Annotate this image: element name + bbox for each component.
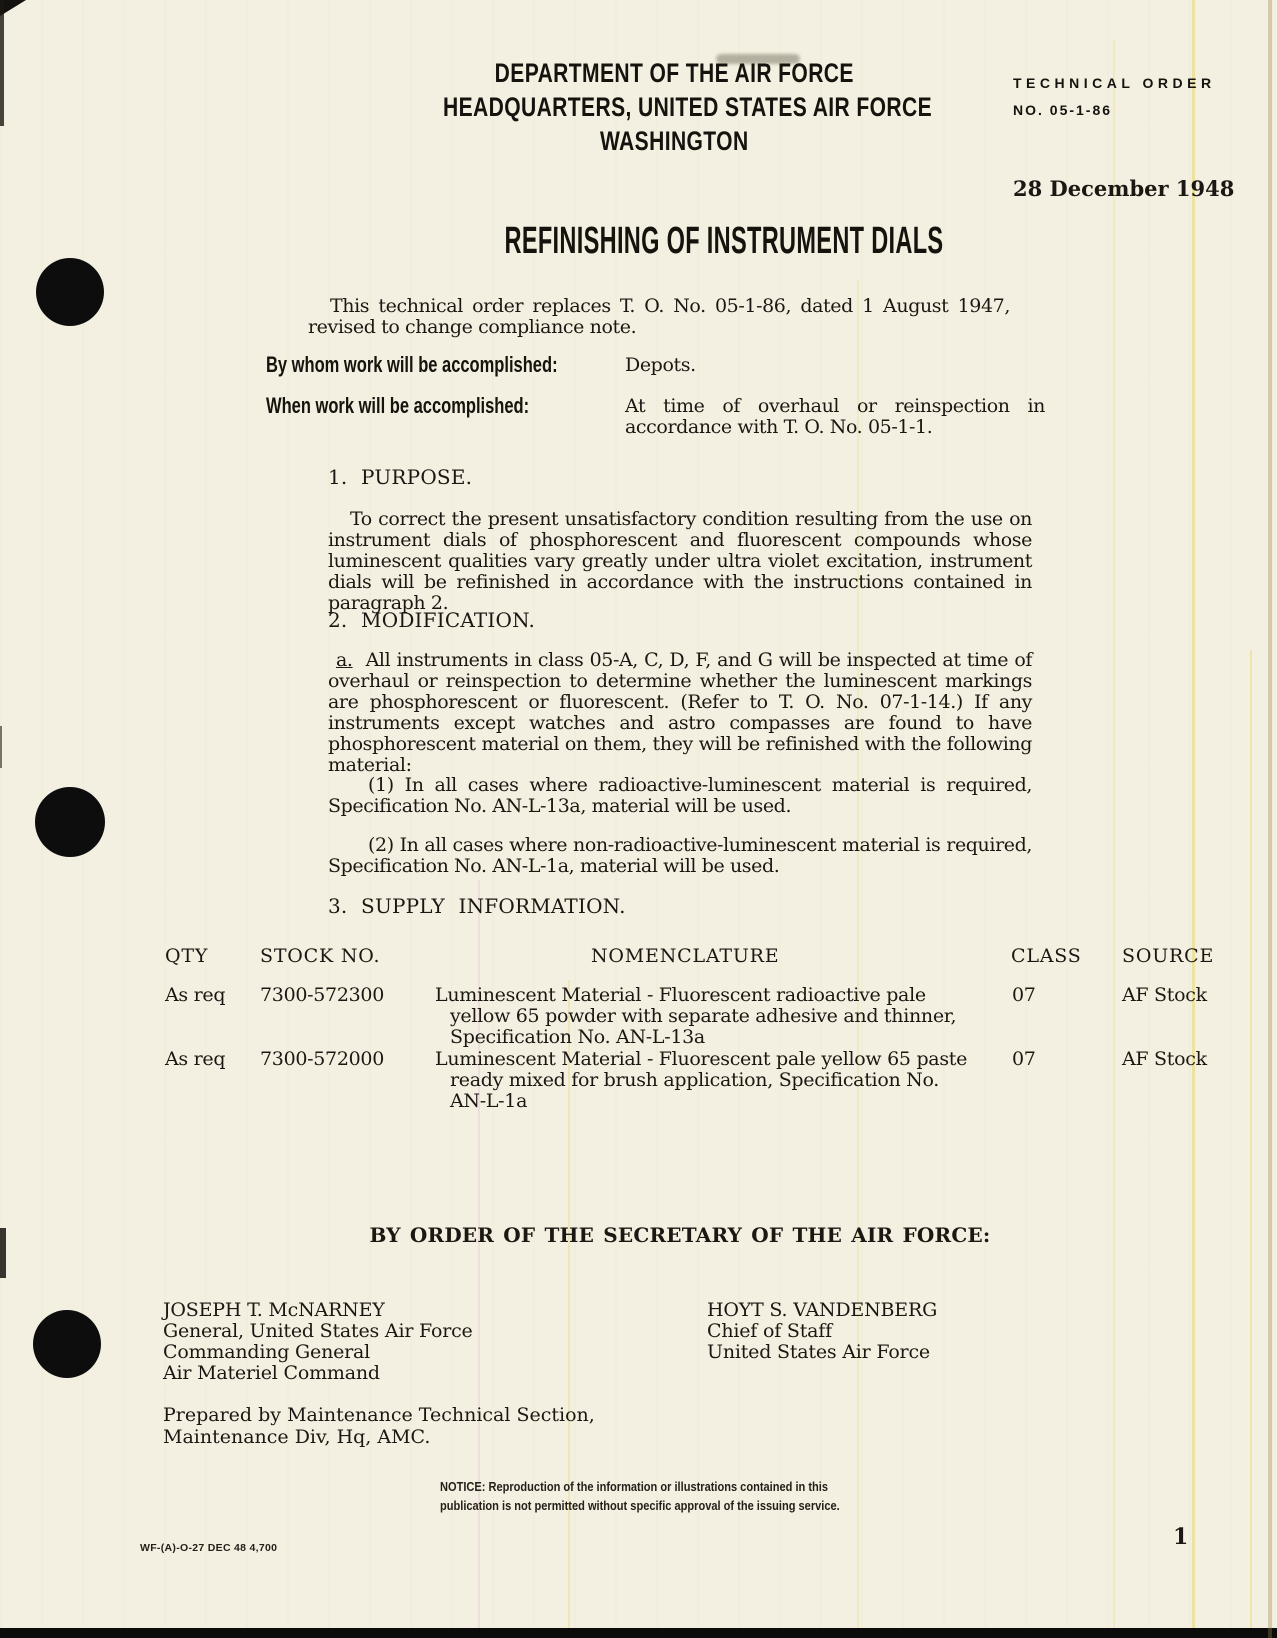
print-code: WF-(A)-O-27 DEC 48 4,700 bbox=[140, 1542, 278, 1554]
col-header-qty: QTY bbox=[165, 945, 209, 967]
row-nomenclature: Luminescent Material - Fluorescent radioactive pale yellow 65 powder with separate adhesive and thinner, Specification No. AN-L-13a bbox=[435, 984, 957, 1048]
intro-paragraph: This technical order replaces T. O. No. 05-1-86, dated 1 August 1947, revised to change compliance note. bbox=[308, 295, 1010, 338]
scan-edge-mark bbox=[0, 726, 2, 768]
scan-edge-mark bbox=[0, 0, 4, 126]
letterhead-line-3 bbox=[374, 124, 974, 158]
signer-title: Chief of Staff bbox=[707, 1320, 832, 1342]
row-nomenclature: Luminescent Material - Fluorescent pale yellow 65 paste ready mixed for brush application, Specification No. AN-L-1a bbox=[435, 1048, 968, 1112]
paper-edge-shadow bbox=[1268, 0, 1272, 1638]
signer-title: Commanding General bbox=[163, 1341, 371, 1363]
punch-hole bbox=[36, 258, 104, 326]
page-number: 1 bbox=[1173, 1524, 1189, 1550]
row-qty: As req bbox=[165, 984, 226, 1006]
row-class: 07 bbox=[1012, 984, 1036, 1006]
section-2-heading: 2. MODIFICATION. bbox=[328, 608, 536, 632]
scan-bottom-strip bbox=[0, 1628, 1277, 1638]
letterhead-line-1-text: DEPARTMENT OF THE AIR FORCE bbox=[494, 58, 854, 88]
paper-streak bbox=[857, 280, 859, 1628]
section-2-paragraph-a bbox=[328, 650, 1032, 776]
paper-streak bbox=[1192, 0, 1195, 1628]
prepared-by-block bbox=[163, 1404, 595, 1448]
signer-name: HOYT S. VANDENBERG bbox=[707, 1299, 938, 1321]
punch-hole bbox=[33, 1310, 101, 1378]
section-1-paragraph: To correct the present unsatisfactory condition resulting from the use on instrument dials of phosphorescent and fluorescent compounds whose luminescent qualities vary greatly under ultra violet excitation, instrument dials will be refinished in accordance with the instructions contained in paragraph 2. bbox=[328, 508, 1032, 614]
letterhead bbox=[374, 56, 974, 158]
col-header-nomenclature: NOMENCLATURE bbox=[591, 945, 780, 967]
section-2-item-1: (1) In all cases where radioactive-luminescent material is required, Specification No. AN-L-13a, material will be used. bbox=[328, 774, 1032, 817]
by-order-line: BY ORDER OF THE SECRETARY OF THE AIR FORCE: bbox=[369, 1223, 991, 1247]
notice-block bbox=[440, 1476, 910, 1514]
paragraph-a-text: All instruments in class 05-A, C, D, F, and G will be inspected at time of overhaul or reinspection to determine whether the luminescent markings are phosphorescent or fluorescent. (Refer to T. O. No. 07-1-14.) If any instruments except watches and astro compasses are found to have phosphorescent material on them, they will be refinished with the following material: bbox=[328, 649, 1032, 776]
letterhead-line-3-text: WASHINGTON bbox=[599, 126, 749, 156]
row-source: AF Stock bbox=[1122, 984, 1207, 1006]
technical-order-block bbox=[1013, 70, 1216, 124]
paper-streak bbox=[1250, 650, 1252, 1628]
col-header-class: CLASS bbox=[1011, 945, 1082, 967]
col-header-source: SOURCE bbox=[1122, 945, 1215, 967]
signer-title: Air Materiel Command bbox=[163, 1362, 380, 1384]
section-1-heading: 1. PURPOSE. bbox=[328, 465, 473, 489]
row-source: AF Stock bbox=[1122, 1048, 1207, 1070]
row-stock-no: 7300-572000 bbox=[260, 1048, 385, 1070]
by-whom-value: Depots. bbox=[625, 354, 696, 376]
signer-title: General, United States Air Force bbox=[163, 1320, 473, 1342]
row-qty: As req bbox=[165, 1048, 226, 1070]
signature-block-left bbox=[163, 1300, 473, 1384]
row-stock-no: 7300-572300 bbox=[260, 984, 385, 1006]
notice-line: publication is not permitted without specific approval of the issuing service. bbox=[440, 1498, 840, 1513]
punch-hole bbox=[35, 787, 105, 857]
prepared-by-line: Maintenance Div, Hq, AMC. bbox=[163, 1426, 431, 1448]
paragraph-a-label: a. bbox=[336, 649, 353, 671]
document-title: REFINISHING OF INSTRUMENT DIALS bbox=[504, 220, 944, 262]
technical-order-number: NO. 05-1-86 bbox=[1013, 102, 1113, 118]
document-title-wrap bbox=[370, 221, 980, 261]
section-3-heading: 3. SUPPLY INFORMATION. bbox=[328, 894, 626, 918]
paper-streak bbox=[1113, 40, 1115, 1628]
scan-edge-mark bbox=[0, 1228, 6, 1278]
by-order-wrap bbox=[328, 1223, 1032, 1247]
letterhead-line-2 bbox=[374, 90, 974, 124]
signature-block-right bbox=[707, 1300, 937, 1363]
notice-line: NOTICE: Reproduction of the information or illustrations contained in this bbox=[440, 1479, 828, 1494]
when-value: At time of overhaul or reinspection in accordance with T. O. No. 05-1-1. bbox=[625, 395, 1045, 438]
signer-title: United States Air Force bbox=[707, 1341, 930, 1363]
by-whom-label: By whom work will be accomplished: bbox=[266, 352, 558, 377]
signer-name: JOSEPH T. McNARNEY bbox=[163, 1299, 385, 1321]
col-header-stock-no: STOCK NO. bbox=[260, 945, 381, 967]
document-date: 28 December 1948 bbox=[1013, 176, 1235, 201]
when-label: When work will be accomplished: bbox=[266, 393, 530, 418]
letterhead-line-2-text: HEADQUARTERS, UNITED STATES AIR FORCE bbox=[442, 92, 933, 122]
section-2-item-2: (2) In all cases where non-radioactive-luminescent material is required, Specification No. AN-L-1a, material will be used. bbox=[328, 834, 1032, 877]
prepared-by-line: Prepared by Maintenance Technical Section, bbox=[163, 1404, 595, 1426]
letterhead-line-1 bbox=[374, 56, 974, 90]
by-whom-label-wrap bbox=[266, 353, 655, 377]
technical-order-label: TECHNICAL ORDER bbox=[1013, 75, 1216, 91]
row-class: 07 bbox=[1012, 1048, 1036, 1070]
when-label-wrap bbox=[266, 394, 617, 418]
